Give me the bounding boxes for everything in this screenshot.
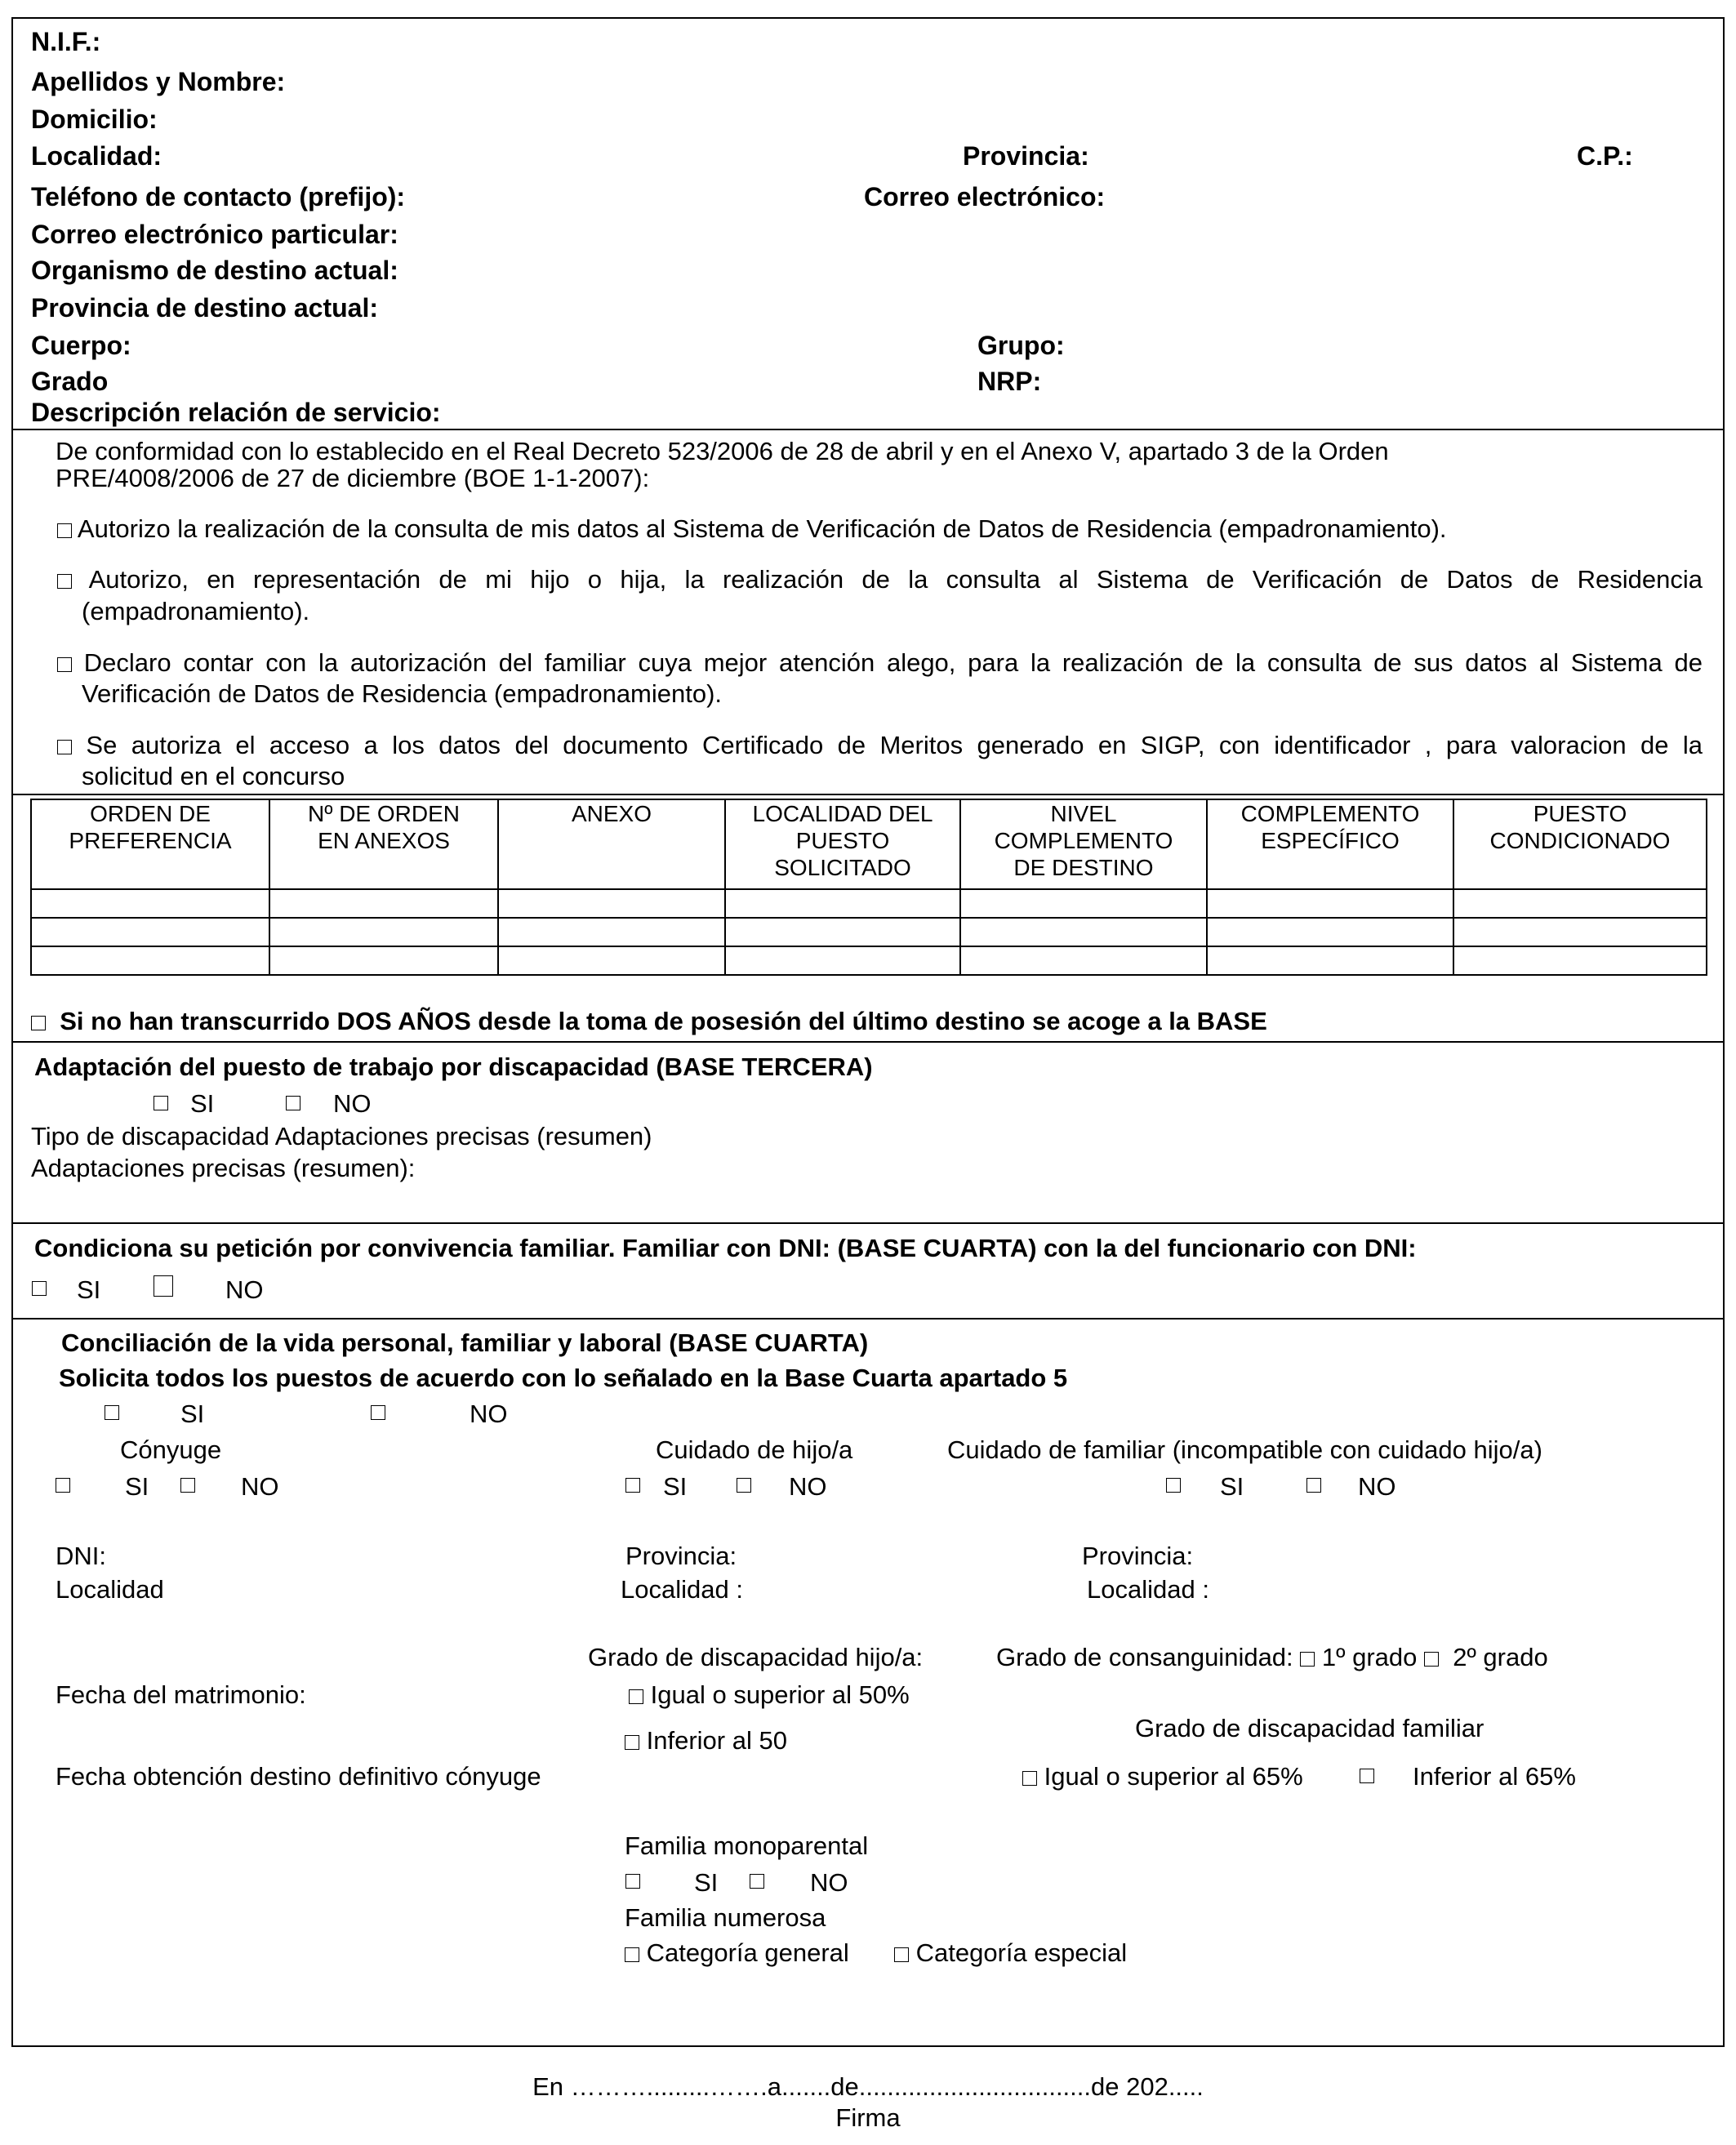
col-complemento-especifico: COMPLEMENTO ESPECÍFICO <box>1207 799 1453 889</box>
solicita-no-label: NO <box>470 1400 508 1428</box>
igual-65-label: Igual o superior al 65% <box>1044 1762 1303 1791</box>
consent-checkbox-3[interactable] <box>57 657 72 672</box>
monoparental-si-checkbox[interactable] <box>625 1874 640 1889</box>
col-orden-preferencia: ORDEN DE PREFERENCIA <box>31 799 269 889</box>
cat-especial-checkbox[interactable] <box>894 1947 909 1962</box>
consent-item-2-text: Autorizo, en representación de mi hijo o hija, la realización de la consulta al Sistema de Verificación de Datos de Residencia <box>88 565 1703 594</box>
cat-especial <box>894 1938 1127 1968</box>
conyuge-dni-label: DNI: <box>56 1542 106 1570</box>
discapacidad-adaptaciones: Adaptaciones precisas (resumen): <box>31 1154 416 1182</box>
table-cell[interactable] <box>31 946 269 975</box>
footer-firma: Firma <box>835 2103 901 2132</box>
familiar-localidad-label: Localidad : <box>1087 1575 1209 1604</box>
hijo-no-checkbox[interactable] <box>737 1478 751 1493</box>
divider-convivencia <box>11 1222 1725 1224</box>
consent-item-1-text: Autorizo la realización de la consulta de mis datos al Sistema de Verificación de Datos de Residencia (empadronamiento). <box>77 514 1447 543</box>
provincia-label: Provincia: <box>963 141 1089 171</box>
table-cell[interactable] <box>725 918 960 946</box>
monoparental-no-checkbox[interactable] <box>750 1874 764 1889</box>
conyuge-localidad-label: Localidad <box>56 1575 164 1604</box>
convivencia-title: Condiciona su petición por convivencia familiar. Familiar con DNI: (BASE CUARTA) con la del funcionario con DNI: <box>34 1234 1417 1262</box>
table-row <box>31 918 1707 946</box>
table-row <box>31 889 1707 918</box>
base-dos-anos-checkbox[interactable] <box>31 1016 46 1030</box>
apellidos-label: Apellidos y Nombre: <box>31 67 286 96</box>
igual-50-label: Igual o superior al 50% <box>650 1680 910 1709</box>
solicita-si-checkbox[interactable] <box>105 1405 119 1420</box>
primer-grado-label: 1º grado <box>1321 1643 1418 1671</box>
primer-grado-checkbox[interactable] <box>1300 1652 1315 1667</box>
conciliacion-subtitle: Solicita todos los puestos de acuerdo con lo señalado en la Base Cuarta apartado 5 <box>59 1364 1068 1392</box>
table-cell[interactable] <box>725 946 960 975</box>
conyuge-si-label: SI <box>125 1472 149 1501</box>
inferior-50 <box>625 1726 787 1756</box>
cat-general-checkbox[interactable] <box>625 1947 639 1962</box>
table-cell[interactable] <box>960 918 1207 946</box>
inferior-65-checkbox[interactable] <box>1360 1769 1374 1783</box>
cat-especial-label: Categoría especial <box>915 1938 1128 1967</box>
hijo-localidad-label: Localidad : <box>621 1575 743 1604</box>
hijo-si-label: SI <box>663 1472 688 1501</box>
grado-hijo-label: Grado de discapacidad hijo/a: <box>588 1643 924 1671</box>
segundo-grado-checkbox[interactable] <box>1424 1652 1439 1667</box>
igual-50-checkbox[interactable] <box>629 1689 643 1704</box>
discapacidad-tipo: Tipo de discapacidad Adaptaciones precisas (resumen) <box>31 1122 652 1150</box>
consent-item-4-line2: solicitud en el concurso <box>82 762 345 790</box>
table-cell[interactable] <box>31 918 269 946</box>
consent-item-3 <box>57 648 1703 678</box>
consent-item-2-line2: (empadronamiento). <box>82 597 310 625</box>
familiar-si-checkbox[interactable] <box>1166 1478 1181 1493</box>
convivencia-si-checkbox[interactable] <box>32 1281 47 1296</box>
table-cell[interactable] <box>269 889 498 918</box>
hijo-si-checkbox[interactable] <box>625 1478 640 1493</box>
cp-label: C.P.: <box>1577 141 1633 171</box>
base-dos-anos-text: Si no han transcurrido DOS AÑOS desde la toma de posesión del último destino se acoge a la BASE <box>60 1007 1267 1035</box>
cuidado-familiar-label: Cuidado de familiar (incompatible con cuidado hijo/a) <box>947 1435 1542 1464</box>
numerosa-label: Familia numerosa <box>625 1903 826 1932</box>
table-cell[interactable] <box>1453 946 1707 975</box>
col-anexo: ANEXO <box>498 799 725 889</box>
provincia-destino-label: Provincia de destino actual: <box>31 293 378 323</box>
table-cell[interactable] <box>960 889 1207 918</box>
nif-label: N.I.F.: <box>31 27 101 56</box>
organismo-label: Organismo de destino actual: <box>31 256 398 285</box>
consent-checkbox-2[interactable] <box>57 574 72 589</box>
table-cell[interactable] <box>960 946 1207 975</box>
discapacidad-no-label: NO <box>333 1089 372 1118</box>
divider-discapacidad <box>11 1041 1725 1043</box>
convivencia-no-checkbox[interactable] <box>154 1275 173 1297</box>
localidad-label: Localidad: <box>31 141 162 171</box>
col-localidad-puesto: LOCALIDAD DEL PUESTO SOLICITADO <box>725 799 960 889</box>
hijo-no-label: NO <box>789 1472 827 1501</box>
consent-checkbox-4[interactable] <box>57 740 72 754</box>
table-row <box>31 946 1707 975</box>
conyuge-label: Cónyuge <box>120 1435 222 1464</box>
familiar-provincia-label: Provincia: <box>1082 1542 1194 1570</box>
consent-item-4 <box>57 731 1703 760</box>
cat-general-label: Categoría general <box>646 1938 849 1967</box>
table-cell[interactable] <box>31 889 269 918</box>
table-cell[interactable] <box>269 946 498 975</box>
grado-consanguinidad-label: Grado de consanguinidad: <box>996 1643 1293 1671</box>
consent-intro-line2: PRE/4008/2006 de 27 de diciembre (BOE 1-1-2007): <box>56 464 650 492</box>
inferior-50-label: Inferior al 50 <box>646 1726 787 1755</box>
cat-general <box>625 1938 849 1968</box>
table-header-row <box>31 799 1707 889</box>
base-dos-anos <box>31 1007 1267 1036</box>
col-puesto-condicionado: PUESTO CONDICIONADO <box>1453 799 1707 889</box>
nrp-label: NRP: <box>977 367 1042 396</box>
grado-consanguinidad <box>996 1643 1548 1672</box>
telefono-label: Teléfono de contacto (prefijo): <box>31 182 406 211</box>
monoparental-label: Familia monoparental <box>625 1831 869 1860</box>
conyuge-no-checkbox[interactable] <box>180 1478 195 1493</box>
consent-item-1 <box>57 514 1447 544</box>
fecha-destino-label: Fecha obtención destino definitivo cónyuge <box>56 1762 541 1791</box>
discapacidad-title: Adaptación del puesto de trabajo por discapacidad (BASE TERCERA) <box>34 1052 873 1081</box>
segundo-grado-label: 2º grado <box>1453 1643 1548 1671</box>
footer-date-line: En ……….........…….a.......de.................................de 202..... <box>532 2072 1204 2101</box>
table-cell[interactable] <box>1207 918 1453 946</box>
descripcion-label: Descripción relación de servicio: <box>31 398 441 427</box>
table-cell[interactable] <box>725 889 960 918</box>
fecha-matrimonio-label: Fecha del matrimonio: <box>56 1680 306 1709</box>
grupo-label: Grupo: <box>977 331 1065 360</box>
table-cell[interactable] <box>1207 946 1453 975</box>
divider-personal <box>11 429 1725 430</box>
table-cell[interactable] <box>1453 918 1707 946</box>
consent-intro-line1: De conformidad con lo establecido en el Real Decreto 523/2006 de 28 de abril y en el Anexo V, apartado 3 de la Orden <box>56 437 1389 465</box>
table-cell[interactable] <box>498 946 725 975</box>
consent-item-3-text: Declaro contar con la autorización del familiar cuya mejor atención alego, para la realización de la consulta de sus datos al Sistema de <box>83 648 1703 677</box>
igual-65-checkbox[interactable] <box>1022 1771 1037 1786</box>
grado-label: Grado <box>31 367 109 396</box>
solicita-si-label: SI <box>180 1400 205 1428</box>
table-cell[interactable] <box>498 918 725 946</box>
table-cell[interactable] <box>1207 889 1453 918</box>
cuidado-hijo-label: Cuidado de hijo/a <box>656 1435 853 1464</box>
table-cell[interactable] <box>1453 889 1707 918</box>
monoparental-no-label: NO <box>810 1868 848 1897</box>
familiar-no-label: NO <box>1358 1472 1396 1501</box>
consent-item-2 <box>57 565 1703 594</box>
discapacidad-no-checkbox[interactable] <box>286 1096 300 1110</box>
domicilio-label: Domicilio: <box>31 105 158 134</box>
convivencia-no-label: NO <box>225 1275 264 1304</box>
solicita-no-checkbox[interactable] <box>371 1405 385 1420</box>
consent-item-4-text: Se autoriza el acceso a los datos del documento Certificado de Meritos generado en SIGP, con identificador , para valoracion de la <box>86 731 1703 759</box>
col-nivel-complemento: NIVEL COMPLEMENTO DE DESTINO <box>960 799 1207 889</box>
monoparental-si-label: SI <box>694 1868 719 1897</box>
discapacidad-si-label: SI <box>190 1089 215 1118</box>
familiar-no-checkbox[interactable] <box>1306 1478 1321 1493</box>
inferior-50-checkbox[interactable] <box>625 1735 639 1750</box>
grado-familiar-label: Grado de discapacidad familiar <box>1135 1714 1485 1742</box>
familiar-si-label: SI <box>1220 1472 1244 1501</box>
igual-50 <box>629 1680 910 1710</box>
divider-conciliacion <box>11 1318 1725 1319</box>
preference-table <box>30 799 1707 976</box>
correo-particular-label: Correo electrónico particular: <box>31 220 398 249</box>
conyuge-si-checkbox[interactable] <box>56 1478 70 1493</box>
conciliacion-title: Conciliación de la vida personal, familiar y laboral (BASE CUARTA) <box>61 1328 869 1357</box>
table-cell[interactable] <box>269 918 498 946</box>
table-cell[interactable] <box>498 889 725 918</box>
conyuge-no-label: NO <box>241 1472 279 1501</box>
consent-item-3-line2: Verificación de Datos de Residencia (empadronamiento). <box>82 679 723 708</box>
cuerpo-label: Cuerpo: <box>31 331 131 360</box>
hijo-provincia-label: Provincia: <box>625 1542 737 1570</box>
inferior-65-label: Inferior al 65% <box>1413 1762 1576 1791</box>
discapacidad-si-checkbox[interactable] <box>154 1096 168 1110</box>
col-numero-orden: Nº DE ORDEN EN ANEXOS <box>269 799 498 889</box>
consent-checkbox-1[interactable] <box>57 523 72 538</box>
divider-table <box>11 794 1725 795</box>
convivencia-si-label: SI <box>77 1275 101 1304</box>
correo-label: Correo electrónico: <box>864 182 1106 211</box>
igual-65 <box>1022 1762 1303 1791</box>
